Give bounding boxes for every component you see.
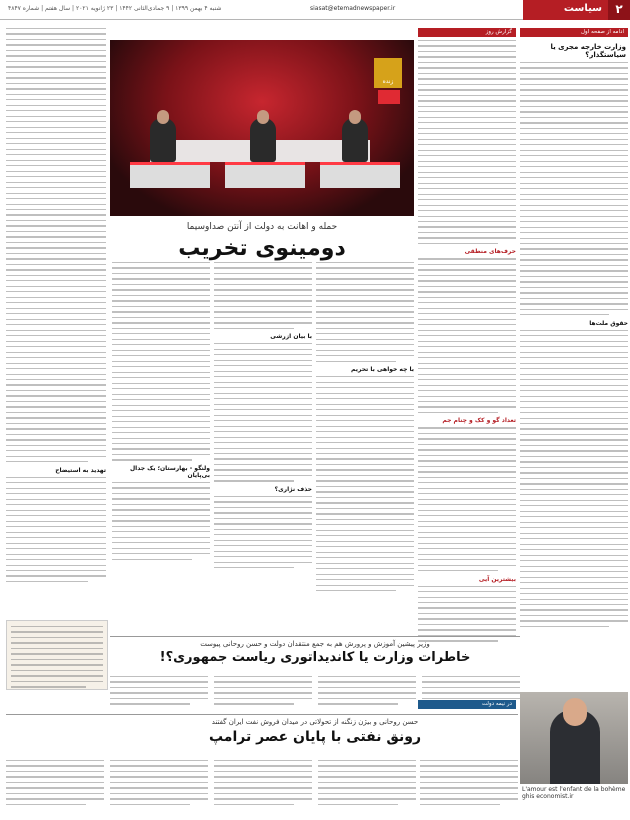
column-2-text-4	[418, 586, 516, 642]
page-number: ۲	[608, 0, 630, 20]
lead-headline[interactable]: دومینوی تخریب	[178, 236, 346, 261]
lead-column-a-text-1	[316, 262, 414, 362]
lead-column-a	[316, 262, 414, 636]
site-email[interactable]: siasat@etemadnewspaper.ir	[310, 5, 396, 12]
second-story-head	[110, 640, 520, 665]
third-story-col-1	[420, 760, 518, 809]
lead-column-b	[214, 262, 312, 636]
tv-badge	[378, 90, 400, 104]
right-column-text-1	[520, 62, 628, 315]
guest-left	[150, 118, 176, 162]
second-story-col-4	[110, 676, 208, 709]
second-story-col-2	[318, 676, 416, 709]
lead-column-b-text-1	[214, 262, 312, 329]
section-label: سیاست	[523, 0, 608, 20]
left-box	[6, 620, 108, 690]
right-column-text-2	[520, 330, 628, 627]
lead-column-b-text-3	[214, 496, 312, 568]
third-story-col-4	[110, 760, 208, 809]
guest-right-face	[349, 110, 361, 124]
lead-photo	[110, 40, 414, 216]
left-column-text-2	[6, 477, 106, 582]
lead-column-c-text-2	[112, 482, 210, 560]
trump-photo-caption: L'amour est l'enfant de la bohème ghis economist.ir	[520, 784, 628, 802]
lead-subhead-3: حذف نژاری؟	[274, 485, 312, 493]
lead-column-c	[112, 262, 210, 636]
studio-desk-left	[130, 162, 210, 188]
column-2-text-2	[418, 258, 516, 413]
daily-report-bar: گزارش روز	[418, 28, 516, 37]
lead-subhead-2: با چه خواهی با تحریم	[351, 366, 414, 374]
right-column-subtitle: حقوق ملت‌ها	[589, 319, 628, 327]
lead-column-b-text-2	[214, 343, 312, 481]
continued-bar: ادامه از صفحه اول	[520, 28, 628, 37]
rule-third-story	[6, 714, 518, 715]
column-2-text-3	[418, 427, 516, 571]
lead-column-a-text-2	[316, 376, 414, 591]
left-column-subhead: تهدید به استیضاح	[55, 466, 106, 474]
third-story-bar: در نیمه دولت	[418, 700, 516, 709]
studio-desk-center	[225, 162, 305, 188]
column-2-subhead-2: تعداد گو و کک و چنام جم	[442, 417, 516, 425]
person-head	[563, 698, 587, 726]
left-box-text	[7, 621, 107, 697]
lead-subhead-1: با بیان ازرشی	[270, 333, 312, 341]
column-2-subhead-1: حرف‌های منطقی	[464, 248, 516, 256]
lead-kicker: حمله و اهانت به دولت از آنتن صداوسیما	[186, 222, 338, 232]
trump-photo	[520, 692, 628, 802]
third-story-kicker: حسن روحانی و بیژن زنگنه از تحولاتی در میدان فروش نفت ایران گفتند	[211, 718, 419, 726]
third-story-head	[110, 718, 520, 745]
date-line: شنبه ۴ بهمن ۱۳۹۹ | ۹ جمادی‌الثانی ۱۴۴۲ | ۲۳ ژانویه ۲۰۲۱ | سال هفتم | شماره ۴۸۴۷	[8, 5, 222, 12]
rule-second-story	[110, 636, 520, 637]
host-face	[257, 110, 269, 124]
host	[250, 118, 276, 162]
studio-desk-right	[320, 162, 400, 188]
third-story-body	[6, 760, 518, 814]
third-story-bar-wrap	[418, 700, 516, 712]
column-2-subhead-3: بیشترین آیی	[478, 575, 516, 583]
lead-column-c-text-1	[112, 262, 210, 461]
second-story-title[interactable]: خاطرات وزارت یا کاندیداتوری ریاست جمهوری؟!	[159, 650, 471, 665]
third-story-col-3	[214, 760, 312, 809]
left-column	[6, 28, 106, 616]
guest-right	[342, 118, 368, 162]
lead-subhead-4: ولنگو - بهارستان؛ یک جدال بی‌پایان	[129, 464, 210, 479]
tv-logo: زنده	[374, 58, 402, 88]
second-story-col-3	[214, 676, 312, 709]
third-story-col-2	[318, 760, 416, 809]
top-bar	[0, 0, 630, 20]
second-story-kicker: وزیر پیشین آموزش و پرورش هم به جمع منتقدان دولت و حسن روحانی پیوست	[200, 640, 430, 648]
right-column-title: وزارت خارجه مجری یا سیاستگذار؟	[550, 43, 626, 59]
column-2-text-1	[418, 40, 516, 244]
third-story-col-5	[6, 760, 104, 809]
left-column-text-1	[6, 28, 106, 462]
guest-left-face	[157, 110, 169, 124]
third-story-title[interactable]: رونق نفتی با پایان عصر ترامپ	[208, 729, 422, 745]
